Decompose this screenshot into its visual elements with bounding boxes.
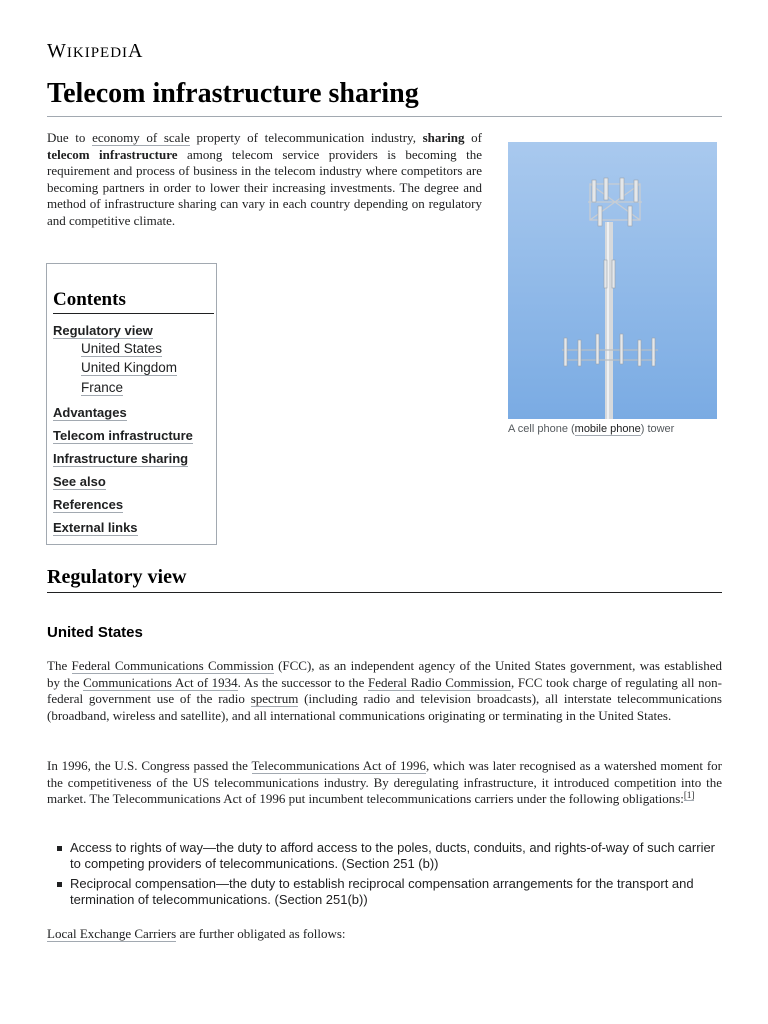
- economy-of-scale-link[interactable]: economy of scale: [92, 130, 190, 145]
- paragraph-text: (including radio and television broadcasts), all interstate telecommunications (broadband, wireless and satellite), and all international communications originating or terminating in the United States.: [47, 691, 722, 723]
- toc-item-france[interactable]: France: [81, 380, 124, 395]
- page-title: Telecom infrastructure sharing: [47, 76, 722, 117]
- bullet-marker: [57, 882, 62, 887]
- mobile-phone-link[interactable]: mobile phone: [574, 423, 641, 435]
- paragraph-text: In 1996, the U.S. Congress passed the: [47, 758, 252, 773]
- wikipedia-wordmark[interactable]: [47, 40, 144, 63]
- list-item: [47, 876, 722, 908]
- fcc-paragraph: [47, 658, 722, 724]
- paragraph-text: . As the successor to the: [237, 674, 368, 690]
- wordmark-final: A: [128, 40, 144, 62]
- telecommunications-act-1996-link[interactable]: Telecommunications Act of 1996: [251, 758, 426, 773]
- subsection-heading-united-states: United States: [47, 624, 143, 641]
- table-of-contents: [46, 263, 217, 545]
- figure-caption: [508, 422, 717, 436]
- cell-tower-photo[interactable]: [508, 142, 717, 419]
- lec-paragraph: [47, 926, 722, 943]
- paragraph-text: , which was later recognised as a watershed moment for the competitiveness of the US telecommunications industry. By deregulating infrastructure, it introduced competition into the market. The Telecommunications Act of 1996 put incumbent telecommunications carriers under the following obligations:: [47, 758, 723, 807]
- paragraph-text: (FCC), as an independent agency of the United States government, was established by the: [47, 658, 723, 690]
- paragraph-text: The: [47, 658, 72, 673]
- obligations-list: [47, 840, 722, 912]
- intro-text: among telecom service providers is becoming the requirement and process of business in the telecom industry where competitors are becoming partners in order to lower their increasing investments. The degree and method of infrastructure sharing can vary in each country depending on regulatory and competitive climate.: [47, 146, 482, 228]
- toc-item-external-links[interactable]: External links: [53, 520, 138, 535]
- bullet-marker: [57, 846, 62, 851]
- toc-item-regulatory-view[interactable]: Regulatory view: [53, 323, 153, 338]
- toc-item-united-kingdom[interactable]: United Kingdom: [81, 360, 178, 375]
- wordmark-initial: W: [47, 40, 67, 62]
- communications-act-1934-link[interactable]: Communications Act of 1934: [83, 674, 238, 690]
- reference-1-link[interactable]: [1]: [683, 790, 695, 801]
- toc-item-infrastructure-sharing[interactable]: Infrastructure sharing: [53, 451, 189, 466]
- intro-text: of: [464, 130, 482, 145]
- section-heading-regulatory-view: Regulatory view: [47, 566, 722, 593]
- paragraph-text: , FCC took charge of regulating all non-federal government use of the radio: [47, 674, 722, 707]
- caption-text: ) tower: [640, 423, 675, 435]
- intro-bold-telecom-infrastructure: telecom infrastructure: [47, 146, 178, 162]
- federal-radio-commission-link[interactable]: Federal Radio Commission: [368, 674, 511, 690]
- toc-item-advantages[interactable]: Advantages: [53, 405, 127, 420]
- toc-title: Contents: [53, 289, 214, 314]
- toc-item-see-also[interactable]: See also: [53, 474, 106, 489]
- intro-paragraph: [47, 130, 482, 230]
- intro-text: Due to: [47, 130, 93, 145]
- intro-bold-sharing: sharing: [422, 130, 465, 145]
- wordmark-middle: IKIPEDI: [66, 45, 129, 61]
- telecom-act-paragraph: [47, 758, 722, 808]
- list-item: [47, 840, 722, 872]
- toc-item-united-states[interactable]: United States: [81, 341, 163, 356]
- spectrum-link[interactable]: spectrum: [250, 691, 299, 707]
- fcc-link[interactable]: Federal Communications Commission: [71, 658, 274, 673]
- tower-figure: [508, 142, 717, 436]
- list-item-text: Reciprocal compensation—the duty to establish reciprocal compensation arrangements for the transport and termination of telecommunications. (Section 251(b)): [70, 876, 694, 907]
- toc-item-telecom-infrastructure[interactable]: Telecom infrastructure: [53, 428, 193, 443]
- paragraph-text: are further obligated as follows:: [176, 926, 346, 941]
- list-item-text: Access to rights of way—the duty to afford access to the poles, ducts, conduits, and rights-of-way of such carrier to competing providers of telecommunications. (Section 251 (b)): [70, 840, 716, 871]
- caption-text: A cell phone (: [508, 423, 575, 435]
- toc-item-references[interactable]: References: [53, 497, 124, 512]
- local-exchange-carriers-link[interactable]: Local Exchange Carriers: [47, 926, 177, 941]
- intro-text: property of telecommunication industry,: [189, 130, 423, 145]
